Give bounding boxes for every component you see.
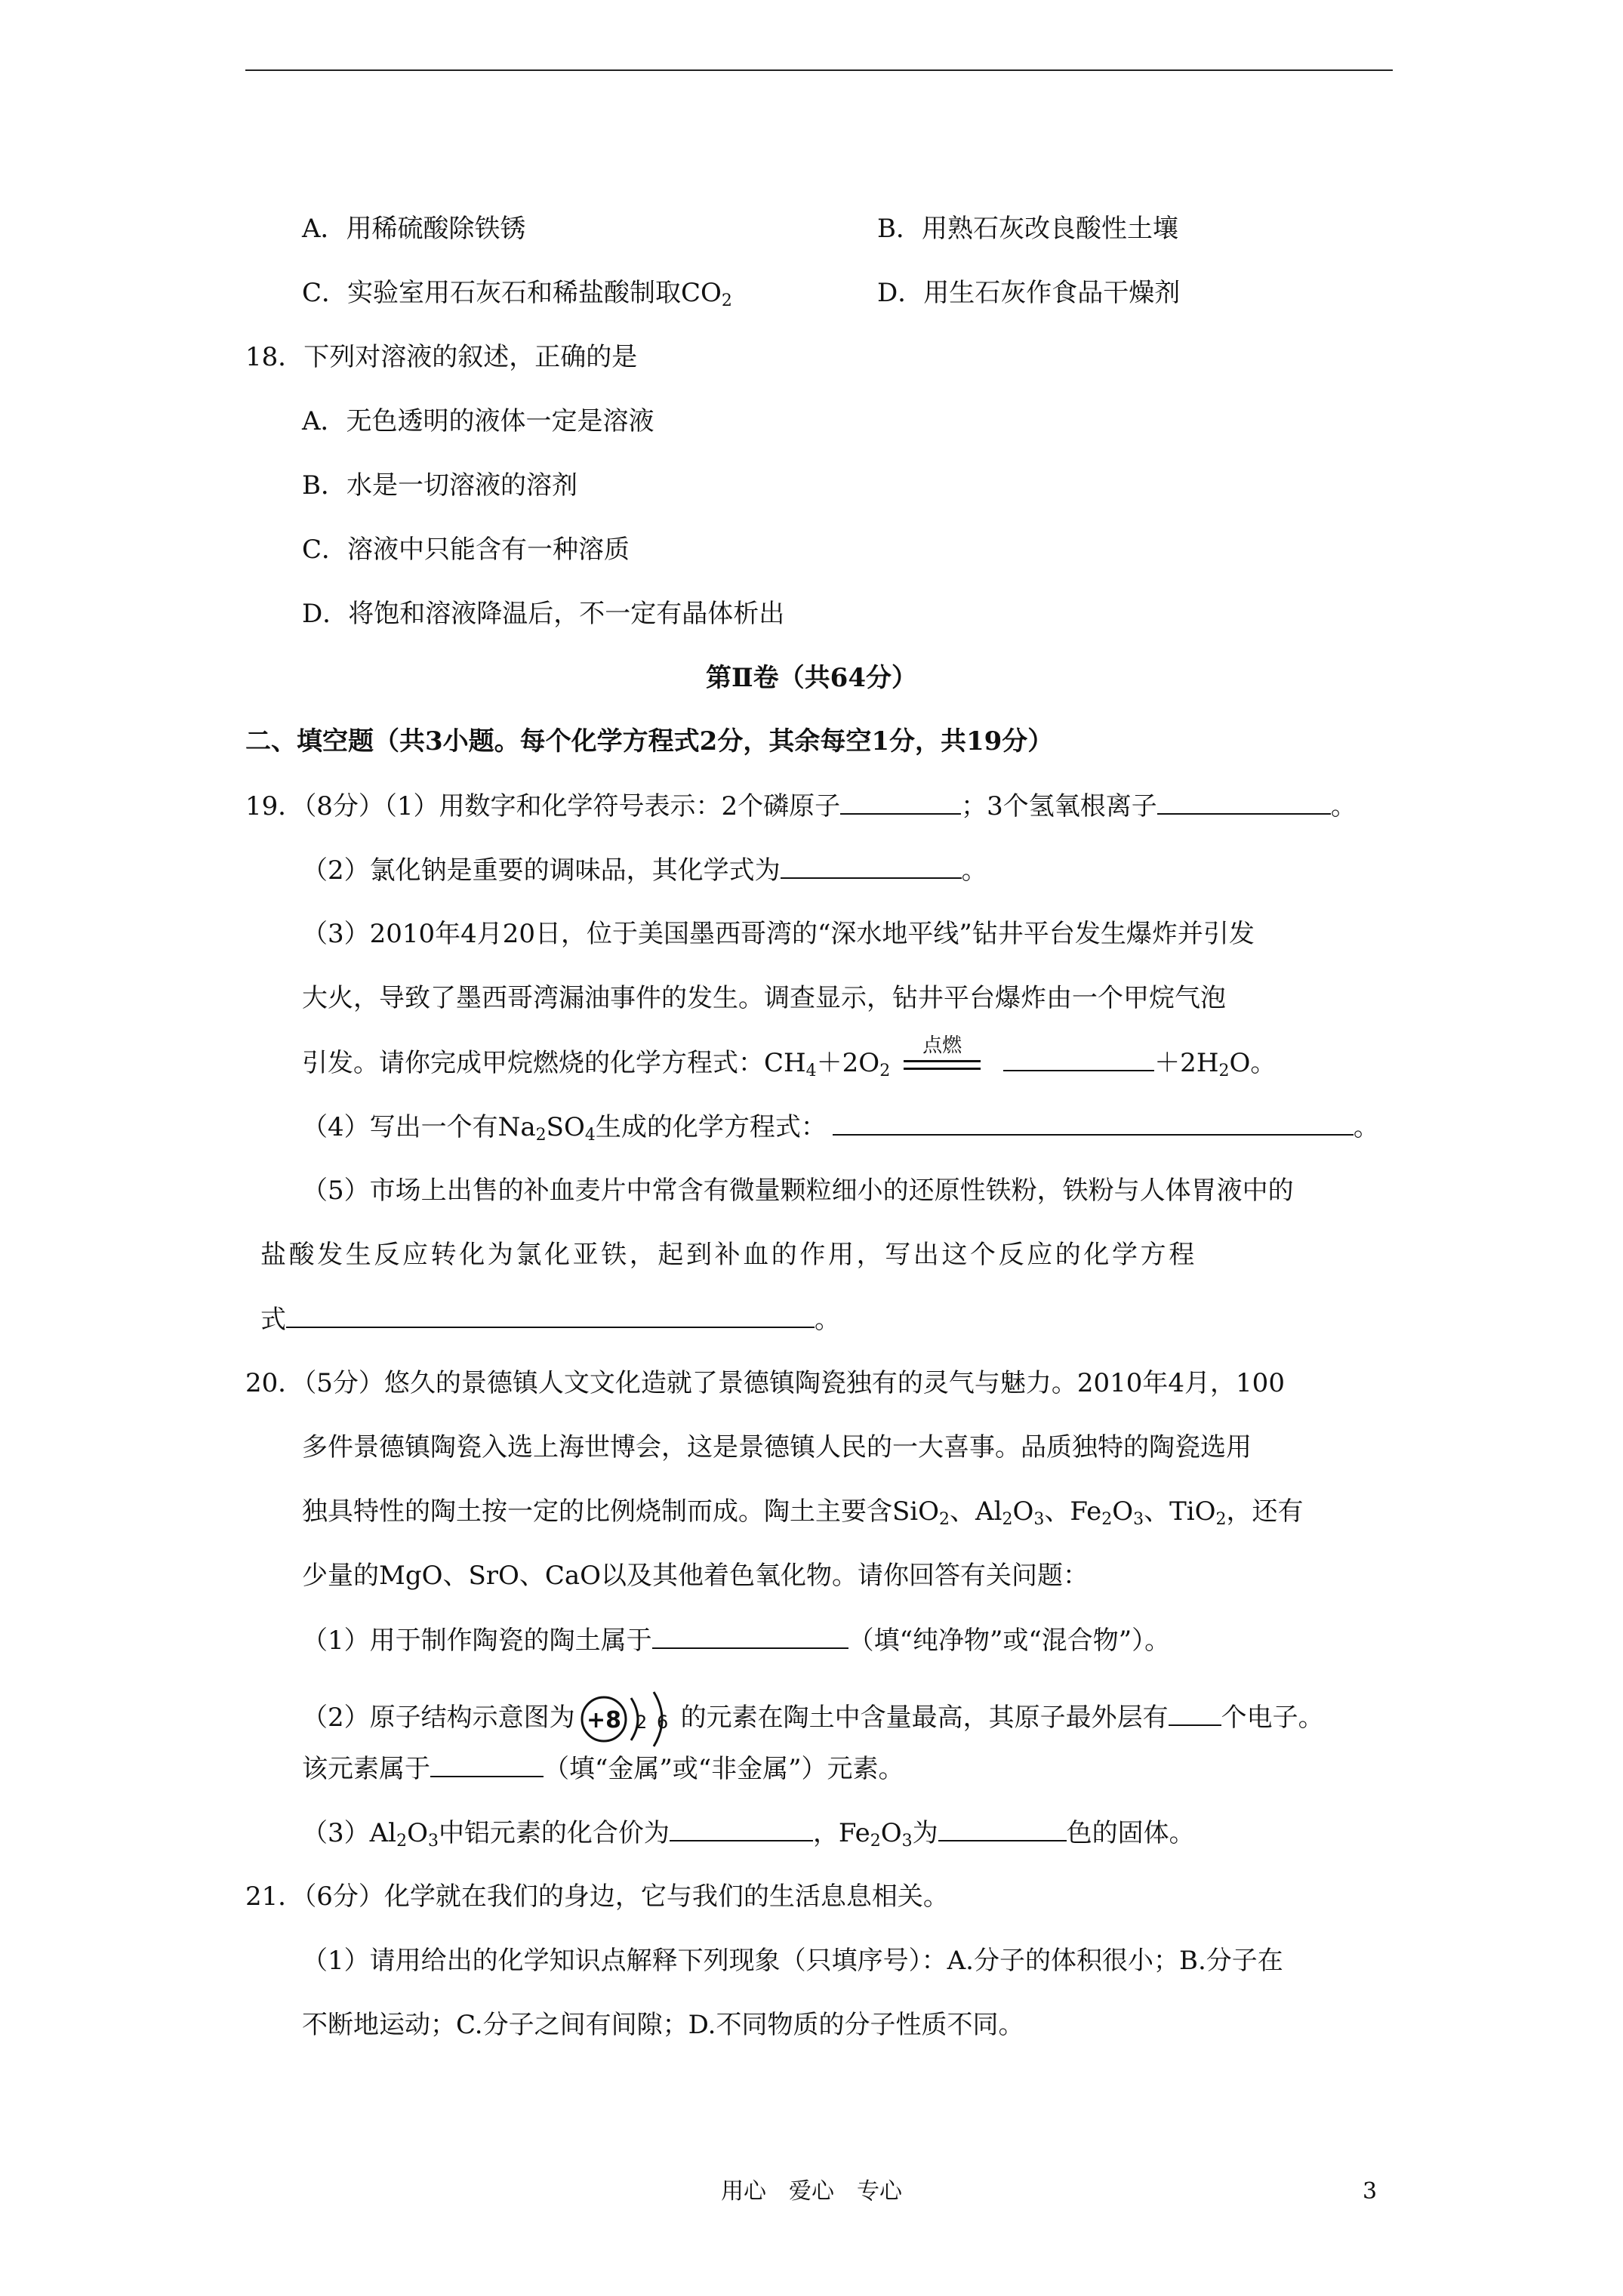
q18-option-a: A．无色透明的液体一定是溶液 xyxy=(302,406,654,436)
reaction-condition-sign: 点燃 xyxy=(901,1049,984,1080)
q20-line8: $(3)Al_2O_3$中铝元素的化合价为 ，$Fe_2O_3$为 色的固体。 xyxy=(302,1818,1195,1851)
answer-blank[interactable] xyxy=(652,1625,848,1649)
q18-stem: 18．下列对溶液的叙述，正确的是 xyxy=(245,342,638,372)
answer-blank[interactable] xyxy=(833,1111,1354,1136)
q19-line8: 盐酸发生反应转化为氯化亚铁，起到补血的作用，写出这个反应的化学方程 xyxy=(260,1240,1197,1270)
q20-line1: 20．（5分）悠久的景德镇人文文化造就了景德镇陶瓷独有的灵气与魅力。2010年4月，100 xyxy=(245,1368,1285,1398)
answer-blank[interactable] xyxy=(938,1817,1067,1841)
q19-line3: （3）2010年4月20日，位于美国墨西哥湾的“深水地平线”钻井平台发生爆炸并引发 xyxy=(302,919,1255,949)
answer-blank[interactable] xyxy=(286,1304,815,1328)
page-number: 3 xyxy=(1363,2178,1378,2205)
q20-line6: （2）原子结构示意图为 +8 2 6 的元素在陶土中含量最高，其原子最外层有 个电子。 xyxy=(302,1689,1324,1749)
atom-nucleus-label: +8 xyxy=(586,1707,621,1734)
atom-structure-diagram xyxy=(575,1689,681,1749)
atom-shell2-electrons: 6 xyxy=(656,1712,668,1733)
answer-blank[interactable] xyxy=(670,1817,813,1841)
q21-line3: 不断地运动；C.分子之间有间隙；D.不同物质的分子性质不同。 xyxy=(302,2010,1024,2040)
q18-option-b: B．水是一切溶液的溶剂 xyxy=(302,470,577,501)
q17-option-a: A．用稀硫酸除铁锈 xyxy=(302,214,526,244)
q20-line2: 多件景德镇陶瓷入选上海世博会，这是景德镇人民的一大喜事。品质独特的陶瓷选用 xyxy=(302,1432,1252,1462)
q19-line6: （4）写出一个有$Na_2SO_4$生成的化学方程式： 。 xyxy=(302,1112,1379,1145)
footer-motto: 用心 爱心 专心 xyxy=(721,2178,902,2205)
answer-blank[interactable] xyxy=(1003,1047,1154,1071)
answer-blank[interactable] xyxy=(430,1753,544,1777)
q18-option-c: C．溶液中只能含有一种溶质 xyxy=(302,535,630,565)
q20-line7: 该元素属于 （填“金属”或“非金属”）元素。 xyxy=(302,1754,904,1784)
q17-option-c: C．实验室用石灰石和稀盐酸制取$CO_2$ xyxy=(302,278,732,310)
q17-option-b: B．用熟石灰改良酸性土壤 xyxy=(877,214,1178,244)
q21-line2: （1）请用给出的化学知识点解释下列现象（只填序号）：A.分子的体积很小；B.分子在 xyxy=(302,1946,1283,1976)
q20-line5: （1）用于制作陶瓷的陶土属于 （填“纯净物”或“混合物”）。 xyxy=(302,1626,1171,1656)
q19-line1: 19．（8分）（1）用数字和化学符号表示：2个磷原子 ；3个氢氧根离子 。 xyxy=(245,791,1357,821)
q17-option-d: D．用生石灰作食品干燥剂 xyxy=(877,278,1181,308)
answer-blank[interactable] xyxy=(1157,791,1331,815)
header-rule xyxy=(245,69,1393,71)
answer-blank[interactable] xyxy=(840,791,961,815)
part2-title: 第Ⅱ卷（共64分） xyxy=(706,663,917,693)
q20-line4: 少量的MgO、SrO、CaO以及其他着色氧化物。请你回答有关问题： xyxy=(302,1561,1089,1591)
q19-line2: （2）氯化钠是重要的调味品，其化学式为 。 xyxy=(302,855,987,886)
answer-blank[interactable] xyxy=(1169,1702,1221,1726)
q19-line9: 式 。 xyxy=(260,1305,840,1335)
answer-blank[interactable] xyxy=(781,855,962,879)
q18-option-d: D．将饱和溶液降温后，不一定有晶体析出 xyxy=(302,599,785,629)
section2-title: 二、填空题（共3小题。每个化学方程式2分，其余每空1分，共19分） xyxy=(245,726,1054,757)
q19-line4: 大火，导致了墨西哥湾漏油事件的发生。调查显示，钻井平台爆炸由一个甲烷气泡 xyxy=(302,983,1226,1013)
q20-line3: 独具特性的陶土按一定的比例烧制而成。陶土主要含SiO$_2$、$Al_2O_3$、$Fe_2O_3$、TiO$_2$，还有 xyxy=(302,1496,1304,1529)
q19-line7: （5）市场上出售的补血麦片中常含有微量颗粒细小的还原性铁粉，铁粉与人体胃液中的 xyxy=(302,1176,1294,1206)
q21-line1: 21．（6分）化学就在我们的身边，它与我们的生活息息相关。 xyxy=(245,1881,949,1912)
atom-shell1-electrons: 2 xyxy=(635,1712,647,1733)
q19-line5: 引发。请你完成甲烷燃烧的化学方程式：$CH_4+2O_2$ 点燃 $+2H_2O$。 xyxy=(302,1034,1277,1080)
